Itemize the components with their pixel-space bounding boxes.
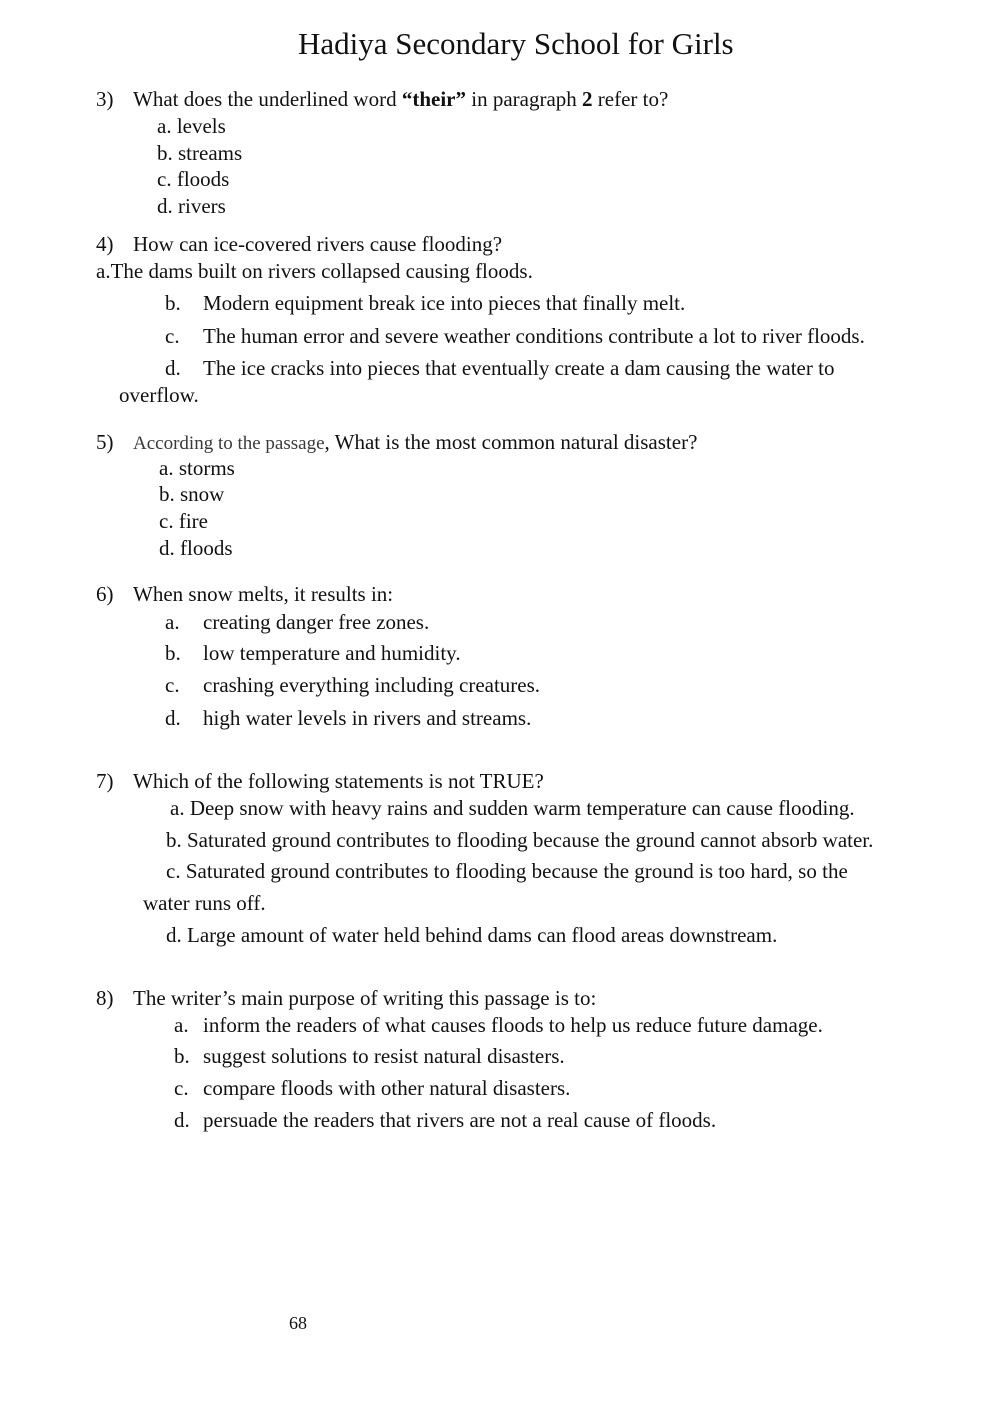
question-5-stem-rest: , What is the most common natural disaster? — [324, 430, 698, 454]
question-3-stem — [133, 89, 668, 110]
question-5-option-b: b. snow — [159, 482, 225, 506]
question-3-option-d: d. rivers — [157, 194, 226, 218]
question-4-option-d-continued: overflow. — [119, 383, 199, 407]
question-3-stem-post: refer to? — [592, 87, 669, 111]
question-5-stem — [133, 432, 697, 453]
question-6-stem: When snow melts, it results in: — [133, 582, 394, 606]
question-8-option-d: persuade the readers that rivers are not a real cause of floods. — [203, 1108, 717, 1132]
question-6-option-c: crashing everything including creatures. — [203, 673, 541, 697]
question-4-option-a: a.The dams built on rivers collapsed causing floods. — [96, 259, 533, 283]
question-5-stem-lead: According to the passage — [133, 433, 325, 454]
question-3-stem-pre: What does the underlined word — [133, 87, 402, 111]
question-6-option-d-letter: d. — [165, 706, 181, 730]
question-3-stem-mid: in paragraph — [466, 87, 583, 111]
question-4-option-b-letter: b. — [165, 291, 181, 315]
page-title: Hadiya Secondary School for Girls — [298, 26, 734, 61]
page-number: 68 — [289, 1313, 307, 1333]
question-3-stem-para: 2 — [582, 87, 593, 111]
question-5-option-a: a. storms — [159, 456, 235, 480]
question-4-option-c-letter: c. — [165, 324, 180, 348]
question-3-option-b: b. streams — [157, 141, 243, 165]
question-7-option-d: d. Large amount of water held behind dams can flood areas downstream. — [166, 923, 778, 947]
question-8-option-d-letter: d. — [174, 1108, 190, 1132]
question-3-option-a: a. levels — [157, 114, 226, 138]
question-4-number: 4) — [96, 232, 114, 256]
question-5-number: 5) — [96, 430, 114, 454]
question-8-option-a-letter: a. — [174, 1013, 189, 1037]
question-8-option-c: compare floods with other natural disasters. — [203, 1076, 571, 1100]
question-6-option-b-letter: b. — [165, 641, 181, 665]
question-8-option-b-letter: b. — [174, 1044, 190, 1068]
question-4-option-b: Modern equipment break ice into pieces that finally melt. — [203, 291, 686, 315]
question-8-option-b: suggest solutions to resist natural disasters. — [203, 1044, 565, 1068]
question-4-option-c: The human error and severe weather conditions contribute a lot to river floods. — [203, 324, 865, 348]
question-7-option-b: b. Saturated ground contributes to flooding because the ground cannot absorb water. — [166, 828, 874, 852]
question-8-option-c-letter: c. — [174, 1076, 189, 1100]
question-5-option-c: c. fire — [159, 509, 208, 533]
question-8-stem: The writer’s main purpose of writing this passage is to: — [133, 986, 597, 1010]
question-7-option-a: a. Deep snow with heavy rains and sudden warm temperature can cause flooding. — [170, 796, 855, 820]
question-6-option-c-letter: c. — [165, 673, 180, 697]
question-7-option-c: c. Saturated ground contributes to flooding because the ground is too hard, so the — [166, 859, 848, 883]
question-4-option-d-letter: d. — [165, 356, 181, 380]
question-4-option-d: The ice cracks into pieces that eventually create a dam causing the water to — [203, 356, 835, 380]
question-3-option-c: c. floods — [157, 167, 230, 191]
question-6-option-a-letter: a. — [165, 610, 180, 634]
question-3-stem-word: “their” — [401, 87, 466, 111]
question-7-stem: Which of the following statements is not TRUE? — [133, 769, 544, 793]
question-8-option-a: inform the readers of what causes floods to help us reduce future damage. — [203, 1013, 823, 1037]
question-4-stem: How can ice-covered rivers cause flooding? — [133, 232, 503, 256]
question-7-number: 7) — [96, 769, 114, 793]
question-8-number: 8) — [96, 986, 114, 1010]
question-3-number: 3) — [96, 87, 114, 111]
question-6-option-d: high water levels in rivers and streams. — [203, 706, 532, 730]
question-5-option-d: d. floods — [159, 536, 233, 560]
question-7-option-c-continued: water runs off. — [143, 891, 266, 915]
question-6-option-a: creating danger free zones. — [203, 610, 430, 634]
question-6-option-b: low temperature and humidity. — [203, 641, 461, 665]
question-6-number: 6) — [96, 582, 114, 606]
